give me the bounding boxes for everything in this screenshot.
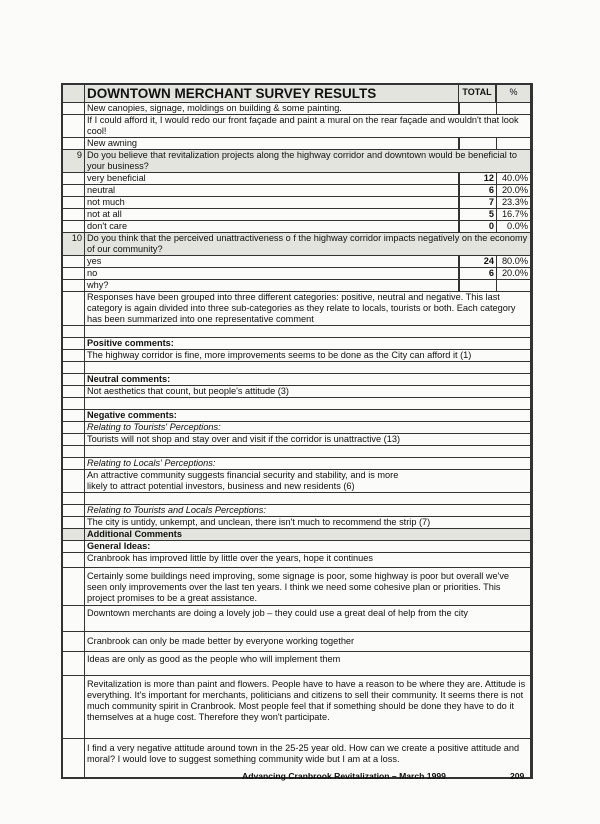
answer-row	[63, 255, 530, 267]
table-row	[63, 504, 530, 516]
table-row	[63, 469, 530, 492]
general-comment: Downtown merchants are doing a lovely job – they could use a great deal of help from the city	[87, 608, 468, 618]
page-number: 209	[510, 771, 525, 781]
table-title: DOWNTOWN MERCHANT SURVEY RESULTS	[87, 86, 377, 101]
table-row	[63, 373, 530, 385]
comment-row	[63, 651, 530, 675]
answer-percent: 16.7%	[496, 209, 530, 220]
table-row	[63, 137, 530, 149]
answer-row	[63, 279, 530, 291]
locals-heading: Relating to Locals' Perceptions:	[87, 458, 216, 468]
table-row	[63, 516, 530, 528]
general-comment: Ideas are only as good as the people who will implement them	[87, 654, 341, 664]
answer-total: 12	[458, 173, 496, 184]
table-row	[63, 385, 530, 397]
answer-percent: 0.0%	[496, 221, 530, 232]
question-text: Do you believe that revitalization projects along the highway corridor and downtown would be beneficial to your business?	[87, 150, 518, 171]
response-text: If I could afford it, I would redo our front façade and paint a mural on the rear façade and wouldn't that look cool!	[87, 115, 519, 136]
comment-row	[63, 567, 530, 605]
additional-comments-heading: Additional Comments	[87, 529, 182, 539]
answer-total: 6	[458, 268, 496, 279]
table-header	[63, 85, 530, 102]
response-text: New canopies, signage, moldings on building & some painting.	[87, 103, 342, 113]
answer-label: why?	[87, 280, 109, 290]
comment-row	[63, 605, 530, 631]
percent-column-header: %	[496, 85, 530, 102]
answer-total: 7	[458, 197, 496, 208]
answer-label: neutral	[87, 185, 116, 195]
answer-label: not much	[87, 197, 125, 207]
answer-label: no	[87, 268, 98, 278]
question-number: 10	[63, 233, 85, 255]
answer-percent: 20.0%	[496, 185, 530, 196]
answer-total: 24	[458, 256, 496, 267]
neutral-heading: Neutral comments:	[87, 374, 171, 384]
number-cell	[63, 85, 85, 102]
tourists-heading: Relating to Tourists' Perceptions:	[87, 422, 221, 432]
table-row	[63, 337, 530, 349]
positive-comment: The highway corridor is fine, more improvements seems to be done as the City can afford it (1)	[87, 350, 472, 360]
answer-percent: 40.0%	[496, 173, 530, 184]
answer-label: yes	[87, 256, 102, 266]
answer-total: 6	[458, 185, 496, 196]
answer-label: don't care	[87, 221, 128, 231]
answer-percent: 23.3%	[496, 197, 530, 208]
blank-row	[63, 492, 530, 504]
answer-total	[458, 280, 496, 291]
positive-heading: Positive comments:	[87, 338, 174, 348]
general-comment: I find a very negative attitude around town in the 25-25 year old. How can we create a positive attitude and moral? I would love to suggest something community wide but I am at a loss.	[87, 743, 520, 764]
answer-row	[63, 208, 530, 220]
question-number: 9	[63, 150, 85, 172]
answer-percent: 80.0%	[496, 256, 530, 267]
survey-table	[61, 83, 533, 779]
answer-percent	[496, 280, 530, 291]
answer-total: 5	[458, 209, 496, 220]
table-row	[63, 291, 530, 325]
answer-row	[63, 196, 530, 208]
response-text: New awning	[87, 138, 138, 148]
table-row	[63, 433, 530, 445]
answer-label: not at all	[87, 209, 122, 219]
locals-comment: An attractive community suggests financial security and stability, and is more likely to attract potential investors, business and new residents (6)	[87, 470, 399, 491]
answer-row	[63, 220, 530, 232]
answer-percent: 20.0%	[496, 268, 530, 279]
comment-row	[63, 552, 530, 567]
answer-row	[63, 184, 530, 196]
table-row	[63, 421, 530, 433]
question-text: Do you think that the perceived unattractiveness o f the highway corridor impacts negatively on the economy of our community?	[87, 233, 528, 254]
answer-label: very beneficial	[87, 173, 146, 183]
question-row	[63, 232, 530, 255]
table-row	[63, 102, 530, 114]
both-comment: The city is untidy, unkempt, and unclean, there isn't much to recommend the strip (7)	[87, 517, 431, 527]
blank-row	[63, 445, 530, 457]
answer-row	[63, 267, 530, 279]
section-row	[63, 528, 530, 540]
total-column-header: TOTAL	[458, 85, 496, 102]
blank-row	[63, 361, 530, 373]
blank-row	[63, 397, 530, 409]
answer-total: 0	[458, 221, 496, 232]
table-row	[63, 114, 530, 137]
comment-row	[63, 675, 530, 738]
general-comment: Revitalization is more than paint and flowers. People have to have a reason to be where they are. Attitude is everything. It's important for merchants, politicians and citizens to sell their community. It seems there is not much community spirit in Cranbrook. Most people feel that if something should be done they have to do it themselves at a huge cost. Therefore they won't participate.	[87, 679, 526, 722]
general-ideas-heading: General Ideas:	[87, 541, 151, 551]
table-row	[63, 540, 530, 552]
table-row	[63, 457, 530, 469]
neutral-comment: Not aesthetics that count, but people's attitude (3)	[87, 386, 289, 396]
table-row	[63, 349, 530, 361]
negative-heading: Negative comments:	[87, 410, 177, 420]
general-comment: Certainly some buildings need improving, some signage is poor, some highway is poor but overall we've seen only improvements over the last ten years. I think we need some cohesive plan or priorities. This project promises to be a great assistance.	[87, 571, 510, 603]
footer-title: Advancing Cranbrook Revitalization – March 1999	[242, 771, 446, 781]
responses-intro: Responses have been grouped into three different categories: positive, neutral and negative. This last category is again divided into three sub-categories as they relate to locals, tourists or both. Each category has been summarized into one representative comment	[87, 292, 516, 324]
general-comment: Cranbrook has improved little by little over the years, hope it continues	[87, 553, 373, 563]
question-row	[63, 149, 530, 172]
table-row	[63, 409, 530, 421]
answer-row	[63, 172, 530, 184]
blank-row	[63, 325, 530, 337]
tourists-comment: Tourists will not shop and stay over and visit if the corridor is unattractive (13)	[87, 434, 401, 444]
comment-row	[63, 631, 530, 651]
both-heading: Relating to Tourists and Locals Perceptions:	[87, 505, 266, 515]
general-comment: Cranbrook can only be made better by everyone working together	[87, 636, 355, 646]
